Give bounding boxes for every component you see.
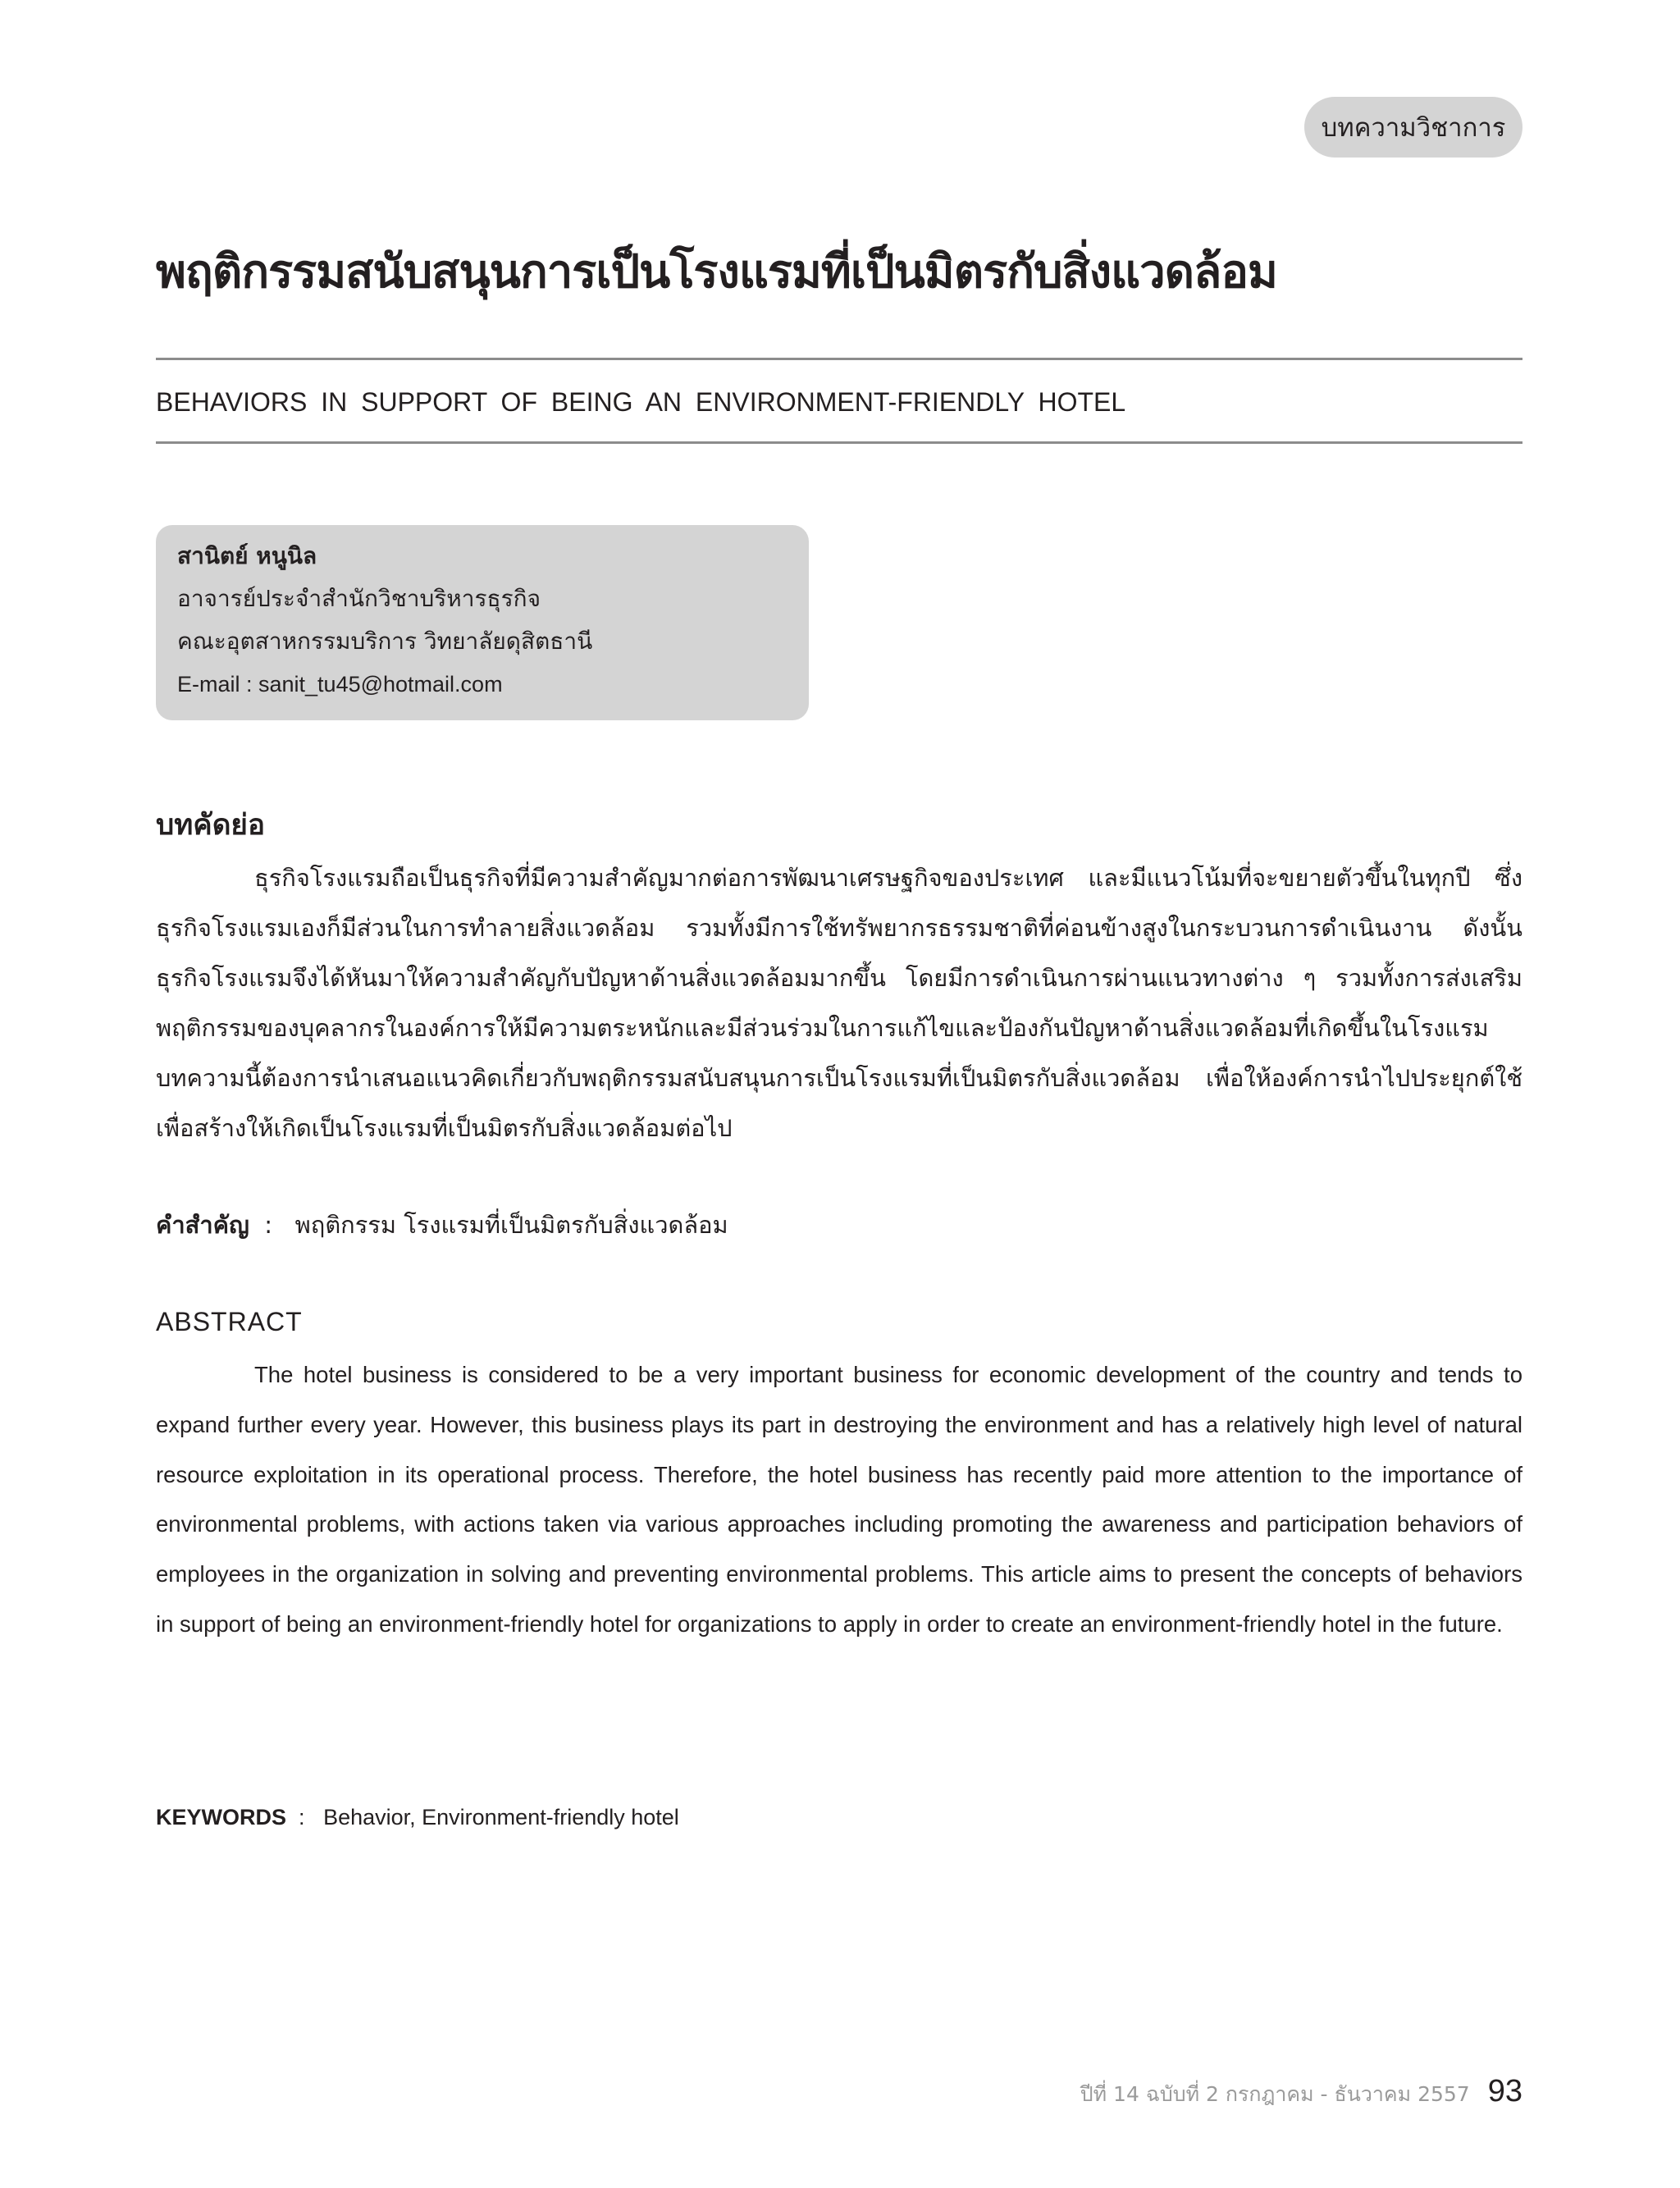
thai-keywords-values: พฤติกรรม โรงแรมที่เป็นมิตรกับสิ่งแวดล้อม (294, 1211, 728, 1239)
article-type-badge (1304, 97, 1522, 158)
author-name: สานิตย์ หนูนิล (177, 542, 317, 569)
page-footer (1080, 2074, 1522, 2111)
english-keywords (156, 1797, 679, 1838)
thai-abstract-body: ธุรกิจโรงแรมถือเป็นธุรกิจที่มีความสำคัญมากต่อการพัฒนาเศรษฐกิจของประเทศ และมีแนวโน้มที่จะขยายตัวขึ้นในทุกปี ซึ่งธุรกิจโรงแรมเองก็มีส่วนในการทำลายสิ่งแวดล้อม รวมทั้งมีการใช้ทรัพยากรธรรมชาติที่ค่อนข้างสูงในกระบวนการดำเนินงาน ดังนั้นธุรกิจโรงแรมจึงได้หันมาให้ความสำคัญกับปัญหาด้านสิ่งแวดล้อมมากขึ้น โดยมีการดำเนินการผ่านแนวทางต่าง ๆ รวมทั้งการส่งเสริมพฤติกรรมของบุคลากรในองค์การให้มีความตระหนักและมีส่วนร่วมในการแก้ไขและป้องกันปัญหาด้านสิ่งแวดล้อมที่เกิดขึ้นในโรงแรม บทความนี้ต้องการนำเสนอแนวคิดเกี่ยวกับพฤติกรรมสนับสนุนการเป็นโรงแรมที่เป็นมิตรกับสิ่งแวดล้อม เพื่อให้องค์การนำไปประยุกต์ใช้ เพื่อสร้างให้เกิดเป็นโรงแรมที่เป็นมิตรกับสิ่งแวดล้อมต่อไป (156, 864, 1522, 1142)
thai-keywords (156, 1202, 728, 1248)
author-info-box (156, 525, 809, 720)
journal-issue: ปีที่ 14 ฉบับที่ 2 กรกฎาคม - ธันวาคม 2557 (1080, 2082, 1470, 2106)
thai-keywords-label: คำสำคัญ (156, 1211, 249, 1239)
author-position: อาจารย์ประจำสำนักวิชาบริหารธุรกิจ (177, 585, 541, 612)
thai-abstract-heading: บทคัดย่อ (156, 809, 265, 842)
english-abstract-body: The hotel business is considered to be a very important business for economic development of the country and tends to expand further every year. However, this business plays its part in destroying the environment and has a relatively high level of natural resource exploitation in its operational process. Therefore, the hotel business has recently paid more attention to the importance of environmental problems, with actions taken via various approaches including promoting the awareness and participation behaviors of employees in the organization in solving and preventing environmental problems. This article aims to present the concepts of behaviors in support of being an environment-friendly hotel for organizations to apply in order to create an environment-friendly hotel in the future. (156, 1362, 1522, 1637)
english-abstract-heading: ABSTRACT (156, 1307, 303, 1336)
title-divider-top (156, 358, 1522, 360)
english-keywords-separator: : (292, 1805, 317, 1829)
title-divider-bottom (156, 441, 1522, 444)
page-number: 93 (1487, 2074, 1522, 2108)
author-email: E-mail : sanit_tu45@hotmail.com (177, 672, 503, 697)
author-affiliation: คณะอุตสาหกรรมบริการ วิทยาลัยดุสิตธานี (177, 628, 593, 655)
thai-keywords-separator: : (257, 1211, 288, 1239)
english-keywords-values: Behavior, Environment-friendly hotel (323, 1805, 679, 1829)
article-title-english: BEHAVIORS IN SUPPORT OF BEING AN ENVIRONMENT-FRIENDLY HOTEL (156, 387, 1126, 417)
article-type-label: บทความวิชาการ (1321, 113, 1506, 143)
english-keywords-label: KEYWORDS (156, 1805, 287, 1829)
article-title-thai: พฤติกรรมสนับสนุนการเป็นโรงแรมที่เป็นมิตรกับสิ่งแวดล้อม (156, 245, 1277, 299)
